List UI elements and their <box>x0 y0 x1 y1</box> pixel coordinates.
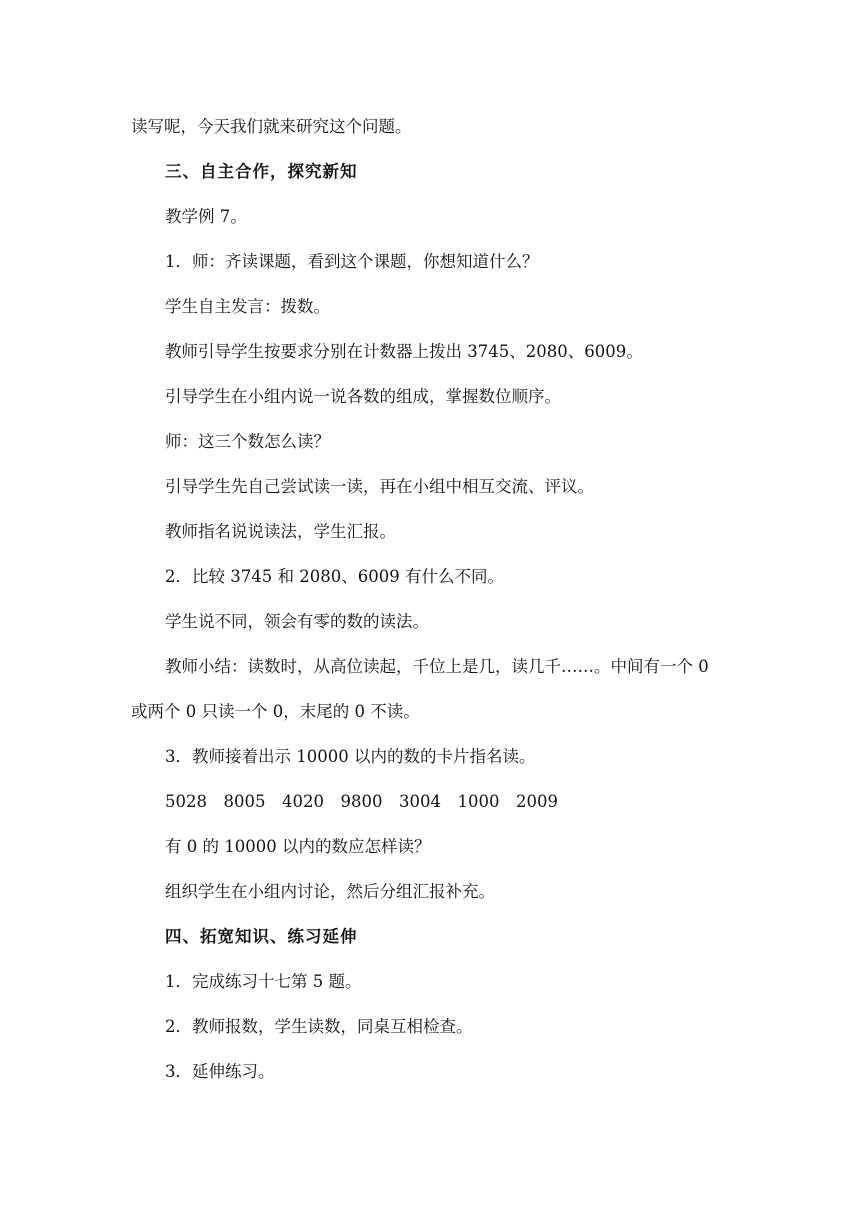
paragraph-text: 组织学生在小组内讨论，然后分组汇报补充。 <box>165 882 495 901</box>
paragraph-text: 3．教师接着出示 10000 以内的数的卡片指名读。 <box>165 747 536 766</box>
paragraph-text: 教师引导学生按要求分别在计数器上拨出 3745、2080、6009。 <box>165 342 643 361</box>
paragraph-text: 教师指名说说读法，学生汇报。 <box>165 522 396 541</box>
paragraph-text: 3．延伸练习。 <box>165 1062 275 1081</box>
paragraph-text: 教学例 7。 <box>165 207 247 226</box>
paragraph-text: 或两个 0 只读一个 0，末尾的 0 不读。 <box>131 702 420 721</box>
paragraph-text: 教师小结：读数时，从高位读起，千位上是几，读几千……。中间有一个 0 <box>165 657 709 676</box>
paragraph-text: 2．教师报数，学生读数，同桌互相检查。 <box>165 1017 473 1036</box>
paragraph-text: 引导学生在小组内说一说各数的组成，掌握数位顺序。 <box>165 387 561 406</box>
section-heading-4: 四、拓宽知识、练习延伸 <box>165 927 358 946</box>
paragraph-text: 1．师：齐读课题，看到这个课题，你想知道什么？ <box>165 252 539 271</box>
paragraph-text: 有 0 的 10000 以内的数应怎样读？ <box>165 837 431 856</box>
paragraph-text: 学生说不同，领会有零的数的读法。 <box>165 612 429 631</box>
paragraph-text: 2．比较 3745 和 2080、6009 有什么不同。 <box>165 567 504 586</box>
section-heading-3: 三、自主合作，探究新知 <box>165 162 358 181</box>
paragraph-text: 引导学生先自己尝试读一读，再在小组中相互交流、评议。 <box>165 477 594 496</box>
paragraph-text: 读写呢，今天我们就来研究这个问题。 <box>131 117 412 136</box>
paragraph-text: 1．完成练习十七第 5 题。 <box>165 972 362 991</box>
paragraph-text: 学生自主发言：拨数。 <box>165 297 330 316</box>
number-list: 5028 8005 4020 9800 3004 1000 2009 <box>165 792 558 811</box>
paragraph-text: 师：这三个数怎么读？ <box>165 432 330 451</box>
